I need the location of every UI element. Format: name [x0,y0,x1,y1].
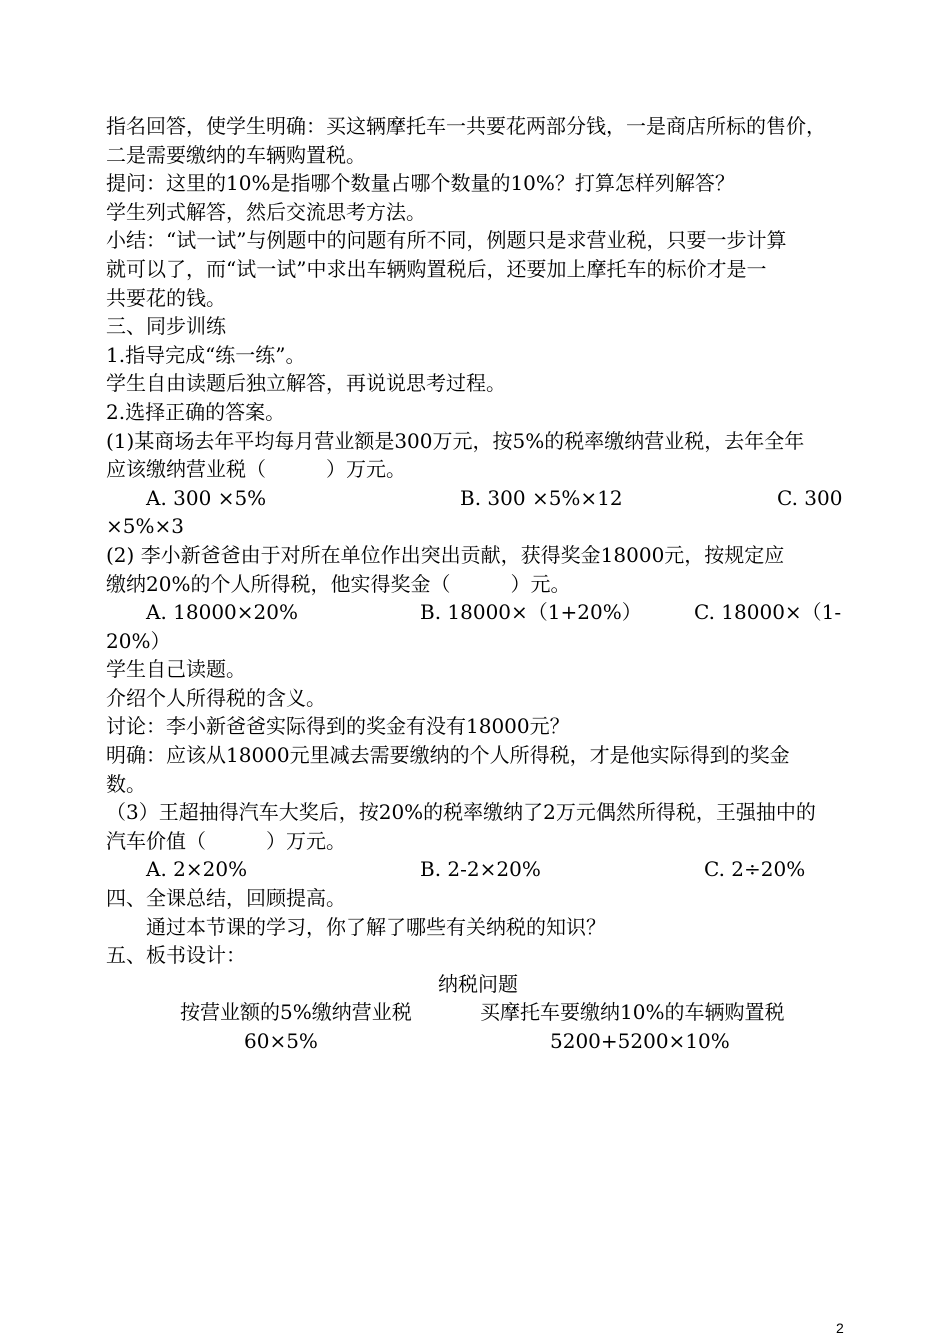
text-line: 2.选择正确的答案。 [106,399,286,424]
question-1: (1)某商场去年平均每月营业额是300万元，按5%的税率缴纳营业税，去年全年 [106,428,805,453]
page-number: 2 [836,1320,844,1336]
board-right-heading: 买摩托车要缴纳10%的车辆购置税 [480,1000,785,1025]
text-line: 1.指导完成“练一练”。 [106,342,306,367]
text-line: 明确：应该从18000元里减去需要缴纳的个人所得税，才是他实际得到的奖金 [106,743,790,768]
option-c: C. 2÷20% [704,857,806,882]
question-2-options [106,598,850,627]
text-line: 讨论：李小新爸爸实际得到的奖金有没有18000元？ [106,714,570,739]
option-c: C. 18000×（1- [694,600,842,625]
option-c: C. 300 [777,485,843,510]
option-wrap: 20%） [106,628,171,653]
question-1-options [106,484,850,513]
option-b: B. 2-2×20% [420,857,541,882]
text-line: 提问：这里的10%是指哪个数量占哪个数量的10%？打算怎样列解答？ [106,171,735,196]
question-3-cont: 汽车价值（ ）万元。 [106,828,346,853]
document-page [106,112,850,1056]
option-b: B. 300 ×5%×12 [460,485,623,510]
text-line: 数。 [106,771,146,796]
option-a: A. 2×20% [146,857,248,882]
option-b: B. 18000×（1+20%） [420,600,642,625]
board-left-heading: 按营业额的5%缴纳营业税 [180,1000,412,1025]
text-line: 学生列式解答，然后交流思考方法。 [106,199,426,224]
text-line: 通过本节课的学习，你了解了哪些有关纳税的知识？ [146,914,606,939]
text-line: 共要花的钱。 [106,285,226,310]
section-heading: 三、同步训练 [106,314,226,339]
board-right-formula: 5200+5200×10% [550,1029,730,1053]
text-line: 学生自己读题。 [106,657,246,682]
section-heading: 五、板书设计： [106,943,246,968]
section-heading: 四、全课总结，回顾提高。 [106,886,346,911]
board-title: 纳税问题 [438,971,518,996]
question-2-cont: 缴纳20%的个人所得税，他实得奖金（ ）元。 [106,571,571,596]
board-headings [106,998,850,1027]
option-wrap: ×5%×3 [106,514,184,539]
text-line: 小结：“试一试”与例题中的问题有所不同，例题只是求营业税，只要一步计算 [106,228,787,253]
text-line: 就可以了，而“试一试”中求出车辆购置税后，还要加上摩托车的标价才是一 [106,256,767,281]
board-formulas [106,1027,850,1056]
question-3: （3）王超抽得汽车大奖后，按20%的税率缴纳了2万元偶然所得税，王强抽中的 [106,800,816,825]
question-3-options [106,855,850,884]
board-left-formula: 60×5% [244,1029,318,1053]
option-a: A. 300 ×5% [146,485,267,510]
text-line: 介绍个人所得税的含义。 [106,685,326,710]
option-a: A. 18000×20% [146,600,298,625]
question-1-cont: 应该缴纳营业税（ ）万元。 [106,457,406,482]
question-2: (2) 李小新爸爸由于对所在单位作出突出贡献，获得奖金18000元，按规定应 [106,542,785,567]
text-line: 指名回答，使学生明确：买这辆摩托车一共要花两部分钱，一是商店所标的售价， [106,114,826,138]
text-line: 学生自由读题后独立解答，再说说思考过程。 [106,371,506,396]
text-line: 二是需要缴纳的车辆购置税。 [106,142,366,167]
